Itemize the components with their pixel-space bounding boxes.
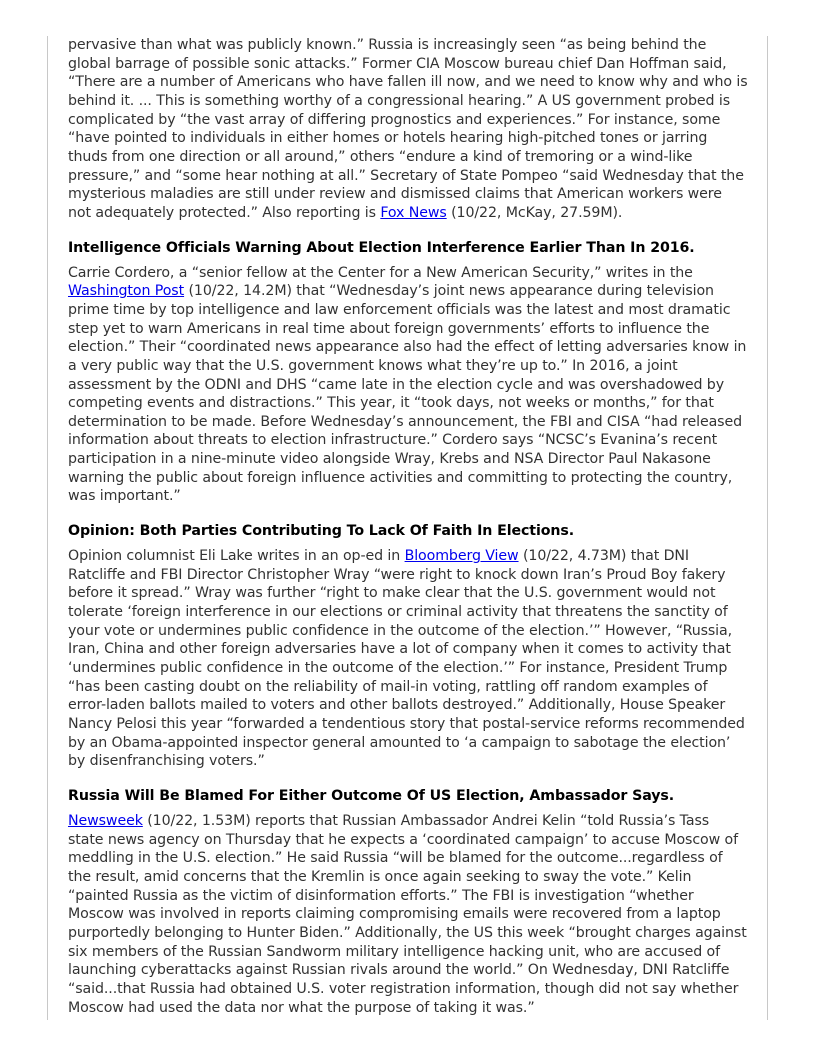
newsweek-link[interactable]: Newsweek — [68, 812, 143, 829]
article-body — [68, 812, 748, 1017]
washington-post-link[interactable]: Washington Post — [68, 283, 185, 300]
intro-citation: (10/22, McKay, 27.59M). — [446, 204, 623, 221]
left-margin-rule — [47, 36, 48, 1020]
article-body — [68, 547, 748, 771]
article-text-before: Opinion columnist Eli Lake writes in an op-ed in — [68, 548, 405, 565]
fox-news-link[interactable]: Fox News — [380, 204, 447, 221]
intro-paragraph — [68, 36, 748, 223]
article-text-after: (10/22, 1.53M) reports that Russian Ambassador Andrei Kelin “told Russia’s Tass state news agency on Thursday that he expects a ‘coordinated campaign’ to accuse Moscow of meddling in the U.S. election.” He said Russia “will be blamed for the outcome...regardless of the result, amid concerns that the Kremlin is once again seeking to sway the vote.” Kelin “painted Russia as the victim of disinformation efforts.” The FBI is investigation “whether Moscow was involved in reports claiming compromising emails were recovered from a laptop purportedly belonging to Hunter Biden.” Additionally, the US this week “brought charges against six members of the Russian Sandworm military intelligence hacking unit, who are accused of launching cyberattacks against Russian rivals around the world.” On Wednesday, DNI Ratcliffe “said...that Russia had obtained U.S. voter registration information, though did not say whether Moscow had used the data nor what the purpose of taking it was.” — [68, 812, 747, 1016]
article-text-after: (10/22, 14.2M) that “Wednesday’s joint news appearance during television prime time by top intelligence and law enforcement officials was the latest and most dramatic step yet to warn Americans in real time about foreign governments’ efforts to influence the election.” Their “coordinated news appearance also had the effect of letting adversaries know in a very public way that the U.S. government knows what they’re up to.” In 2016, a joint assessment by the ODNI and DHS “came late in the election cycle and was overshadowed by competing events and distractions.” This year, it “took days, not weeks or months,” for that determination to be made. Before Wednesday’s announcement, the FBI and CISA “had released information about threats to election infrastructure.” Cordero says “NCSC’s Evanina’s recent participation in a nine-minute video alongside Wray, Krebs and NSA Director Paul Nakasone warning the public about foreign influence activities and committing to protecting the country, was important.” — [68, 283, 747, 505]
right-margin-rule — [767, 36, 768, 1020]
intro-text: pervasive than what was publicly known.” Russia is increasingly seen “as being behind the global barrage of possible sonic attacks.” Former CIA Moscow bureau chief Dan Hoffman said, “There are a number of Americans who have fallen ill now, and we need to know why and who is behind it. ... This is something worthy of a congressional hearing.” A US government probed is complicated by “the vast array of differing prognostics and experiences.” For instance, some “have pointed to individuals in either homes or hotels hearing high-pitched tones or jarring thuds from one direction or all around,” others “endure a kind of tremoring or a wind-like pressure,” and “some hear nothing at all.” Secretary of State Pompeo “said Wednesday that the mysterious maladies are still under review and dismissed claims that American workers were not adequately protected.” Also reporting is — [68, 37, 748, 221]
article-body — [68, 264, 748, 507]
page-content — [68, 36, 748, 1017]
article-text-before: Carrie Cordero, a “senior fellow at the Center for a New American Security,” writes in the — [68, 264, 693, 281]
article-headline: Intelligence Officials Warning About Election Interference Earlier Than In 2016. — [68, 239, 695, 256]
bloomberg-view-link[interactable]: Bloomberg View — [404, 548, 519, 565]
article-headline: Russia Will Be Blamed For Either Outcome Of US Election, Ambassador Says. — [68, 787, 675, 804]
article-headline: Opinion: Both Parties Contributing To Lack Of Faith In Elections. — [68, 523, 575, 540]
article-text-after: (10/22, 4.73M) that DNI Ratcliffe and FBI Director Christopher Wray “were right to knock down Iran’s Proud Boy fakery before it spread.” Wray was further “right to make clear that the U.S. government would not tolerate ‘foreign interference in our elections or criminal activity that threatens the sanctity of your vote or undermines public confidence in the outcome of the election.’” However, “Russia, Iran, China and other foreign adversaries have a lot of company when it comes to activity that ‘undermines public confidence in the outcome of the election.’” For instance, President Trump “has been casting doubt on the reliability of mail-in voting, rattling off random examples of error-laden ballots mailed to voters and other ballots destroyed.” Additionally, House Speaker Nancy Pelosi this year “forwarded a tendentious story that postal-service reforms recommended by an Obama-appointed inspector general amounted to ‘a campaign to sabotage the election’ by disenfranchising voters.” — [68, 548, 745, 770]
